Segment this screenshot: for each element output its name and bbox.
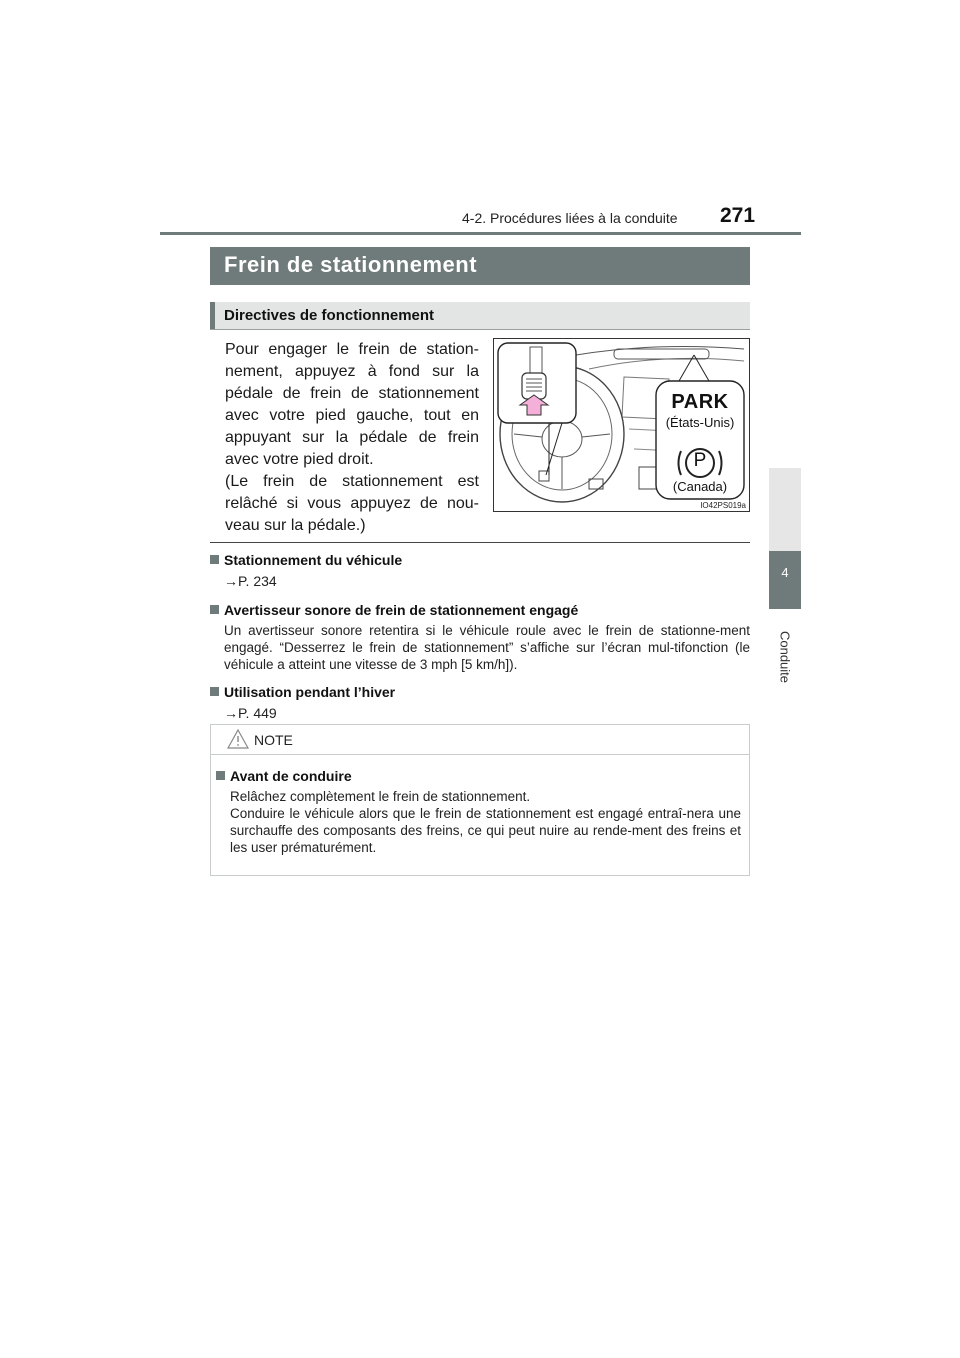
bullet-heading-winter: [210, 683, 750, 701]
side-tab-background: [769, 468, 801, 551]
header-rule: [160, 232, 801, 235]
square-bullet-icon: [210, 605, 219, 614]
square-bullet-icon: [210, 555, 219, 564]
note-line-1: Relâchez complètement le frein de stationnement.: [230, 789, 531, 804]
parking-brake-illustration: [493, 338, 750, 512]
p-symbol: P: [693, 450, 707, 471]
note-heading: [216, 767, 741, 785]
bullet-body-buzzer: Un avertisseur sonore retentira si le véhicule roule avec le frein de stationne-ment engagé. “Desserrez le frein de stationnement” s’affiche sur l’écran mul-tifonction (le véhicule a atteint une vitesse de 3 mph [5 km/h]).: [224, 623, 750, 672]
info-list: [210, 551, 750, 723]
bullet-heading-text: Utilisation pendant l’hiver: [224, 684, 396, 700]
intro-paragraph-1: Pour engager le frein de station-nement, appuyez à fond sur la pédale de frein de stationnement avec votre pied gauche, tout en appuyant sur la pédale de frein avec votre pied droit.: [225, 341, 479, 468]
section-divider: [210, 542, 750, 543]
intro-paragraph-2: (Le frein de stationnement est relâché si vous appuyez de nou-veau sur la pédale.): [225, 473, 479, 534]
square-bullet-icon: [210, 687, 219, 696]
bullet-heading-parking: [210, 551, 750, 569]
chapter-label-text: Conduite: [777, 630, 793, 684]
note-heading-text: Avant de conduire: [230, 768, 352, 784]
square-bullet-icon: [216, 771, 225, 780]
running-header-section: 4-2. Procédures liées à la conduite: [462, 210, 678, 226]
section-title-bar: [210, 247, 750, 285]
chapter-label: [772, 617, 798, 697]
subsection-title: Directives de fonctionnement: [224, 307, 435, 324]
park-label: PARK: [671, 391, 729, 413]
warning-triangle-icon: [227, 729, 249, 749]
subsection-bar: [210, 302, 750, 330]
canada-label: (Canada): [672, 479, 728, 494]
page-reference-link[interactable]: →P. 234: [224, 573, 277, 589]
intro-text: [225, 339, 479, 537]
section-title: Frein de stationnement: [224, 252, 478, 277]
figure-code: IO42PS019a: [700, 501, 746, 510]
note-box: [210, 724, 750, 876]
bullet-heading-text: Avertisseur sonore de frein de stationnement engagé: [224, 602, 579, 618]
subsection-accent: [210, 302, 215, 329]
page-reference-link[interactable]: →P. 449: [224, 705, 277, 721]
chapter-tab[interactable]: 4: [769, 551, 801, 609]
note-header: [211, 725, 749, 755]
note-content: [216, 767, 741, 856]
bullet-heading-text: Stationnement du véhicule: [224, 552, 403, 568]
note-label: NOTE: [254, 732, 293, 748]
bullet-heading-buzzer: [210, 601, 750, 619]
note-line-2: Conduire le véhicule alors que le frein de stationnement est engagé entraî-nera une surchauffe des composants des freins, ce qui peut nuire au rende-ment des freins et les user prématurément.: [230, 806, 741, 855]
usa-label: (États-Unis): [665, 415, 735, 430]
page-number: 271: [720, 204, 756, 227]
